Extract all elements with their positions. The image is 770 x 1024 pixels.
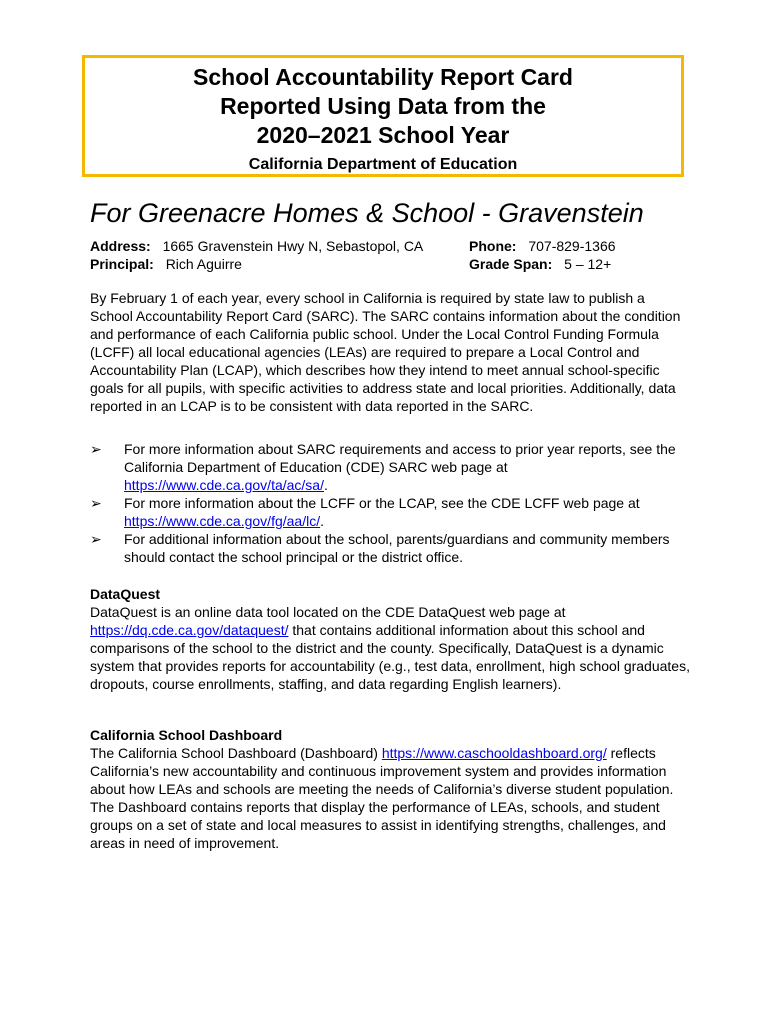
report-title-line-3: 2020–2021 School Year (256, 122, 510, 148)
list-item (90, 440, 690, 494)
address-label: Address: (90, 238, 151, 254)
grade-span-label: Grade Span: (469, 256, 553, 272)
dataquest-text-before: DataQuest is an online data tool located on the CDE DataQuest web page at (90, 604, 566, 620)
dashboard-text-after: reflects California’s new accountability and continuous improvement system and provides information about how LEAs and schools are meeting the needs of California’s diverse student population. The Dashboard contains reports that display the performance of LEAs, schools, and student groups on a set of state and local measures to assist in identifying strengths, challenges, and areas in need of improvement. (90, 745, 674, 851)
address-value: 1665 Gravenstein Hwy N, Sebastopol, CA (162, 238, 424, 254)
arrow-bullet-icon: ➢ (90, 531, 102, 547)
dashboard-section (90, 726, 690, 852)
arrow-bullet-icon: ➢ (90, 495, 102, 511)
dataquest-section (90, 585, 690, 693)
report-title (85, 63, 681, 150)
report-header-box (82, 55, 684, 177)
report-title-line-2: Reported Using Data from the (220, 93, 546, 119)
bullet-3-text: For additional information about the school, parents/guardians and community members should contact the school principal or the district office. (124, 531, 670, 565)
dashboard-text-before: The California School Dashboard (Dashboard) (90, 745, 382, 761)
phone-value: 707-829-1366 (528, 238, 616, 254)
department-name: California Department of Education (248, 156, 518, 173)
principal-label: Principal: (90, 256, 154, 272)
phone-row (469, 237, 616, 255)
principal-row (90, 255, 242, 273)
report-title-line-1: School Accountability Report Card (193, 64, 573, 90)
address-row (90, 237, 423, 255)
phone-label: Phone: (469, 238, 517, 254)
bullet-2-end: . (320, 513, 324, 529)
school-name: For Greenacre Homes & School - Gravenstein (90, 198, 644, 228)
dataquest-text-after: that contains additional information about this school and comparisons of the school to the district and the county. Specifically, DataQuest is a dynamic system that provides reports for accountability (e.g., test data, enrollment, high school graduates, dropouts, course enrollments, staffing, and data regarding English learners). (90, 622, 690, 692)
lcff-web-page-link[interactable]: https://www.cde.ca.gov/fg/aa/lc/ (124, 513, 321, 529)
list-item (90, 530, 690, 566)
dashboard-link[interactable]: https://www.caschooldashboard.org/ (381, 745, 607, 761)
arrow-bullet-icon: ➢ (90, 441, 102, 457)
grade-span-value: 5 – 12+ (564, 256, 612, 272)
principal-value: Rich Aguirre (165, 256, 242, 272)
list-item (90, 494, 690, 530)
info-bullet-list (90, 440, 690, 566)
bullet-2-text: For more information about the LCFF or the LCAP, see the CDE LCFF web page at (124, 495, 640, 511)
dataquest-link[interactable]: https://dq.cde.ca.gov/dataquest/ (90, 622, 289, 638)
bullet-1-end: . (324, 477, 328, 493)
sarc-web-page-link[interactable]: https://www.cde.ca.gov/ta/ac/sa/ (124, 477, 324, 493)
dashboard-heading: California School Dashboard (90, 727, 283, 743)
dataquest-heading: DataQuest (90, 586, 161, 602)
bullet-1-text: For more information about SARC requirements and access to prior year reports, see the California Department of Education (CDE) SARC web page at (124, 441, 676, 475)
grade-span-row (469, 255, 611, 273)
intro-paragraph: By February 1 of each year, every school in California is required by state law to publish a School Accountability Report Card (SARC). The SARC contains information about the condition and performance of each California public school. Under the Local Control Funding Formula (LCFF) all local educational agencies (LEAs) are required to prepare a Local Control and Accountability Plan (LCAP), which describes how they intend to meet annual school-specific goals for all pupils, with specific activities to address state and local priorities. Additionally, data reported in an LCAP is to be consistent with data reported in the SARC. (90, 290, 681, 414)
